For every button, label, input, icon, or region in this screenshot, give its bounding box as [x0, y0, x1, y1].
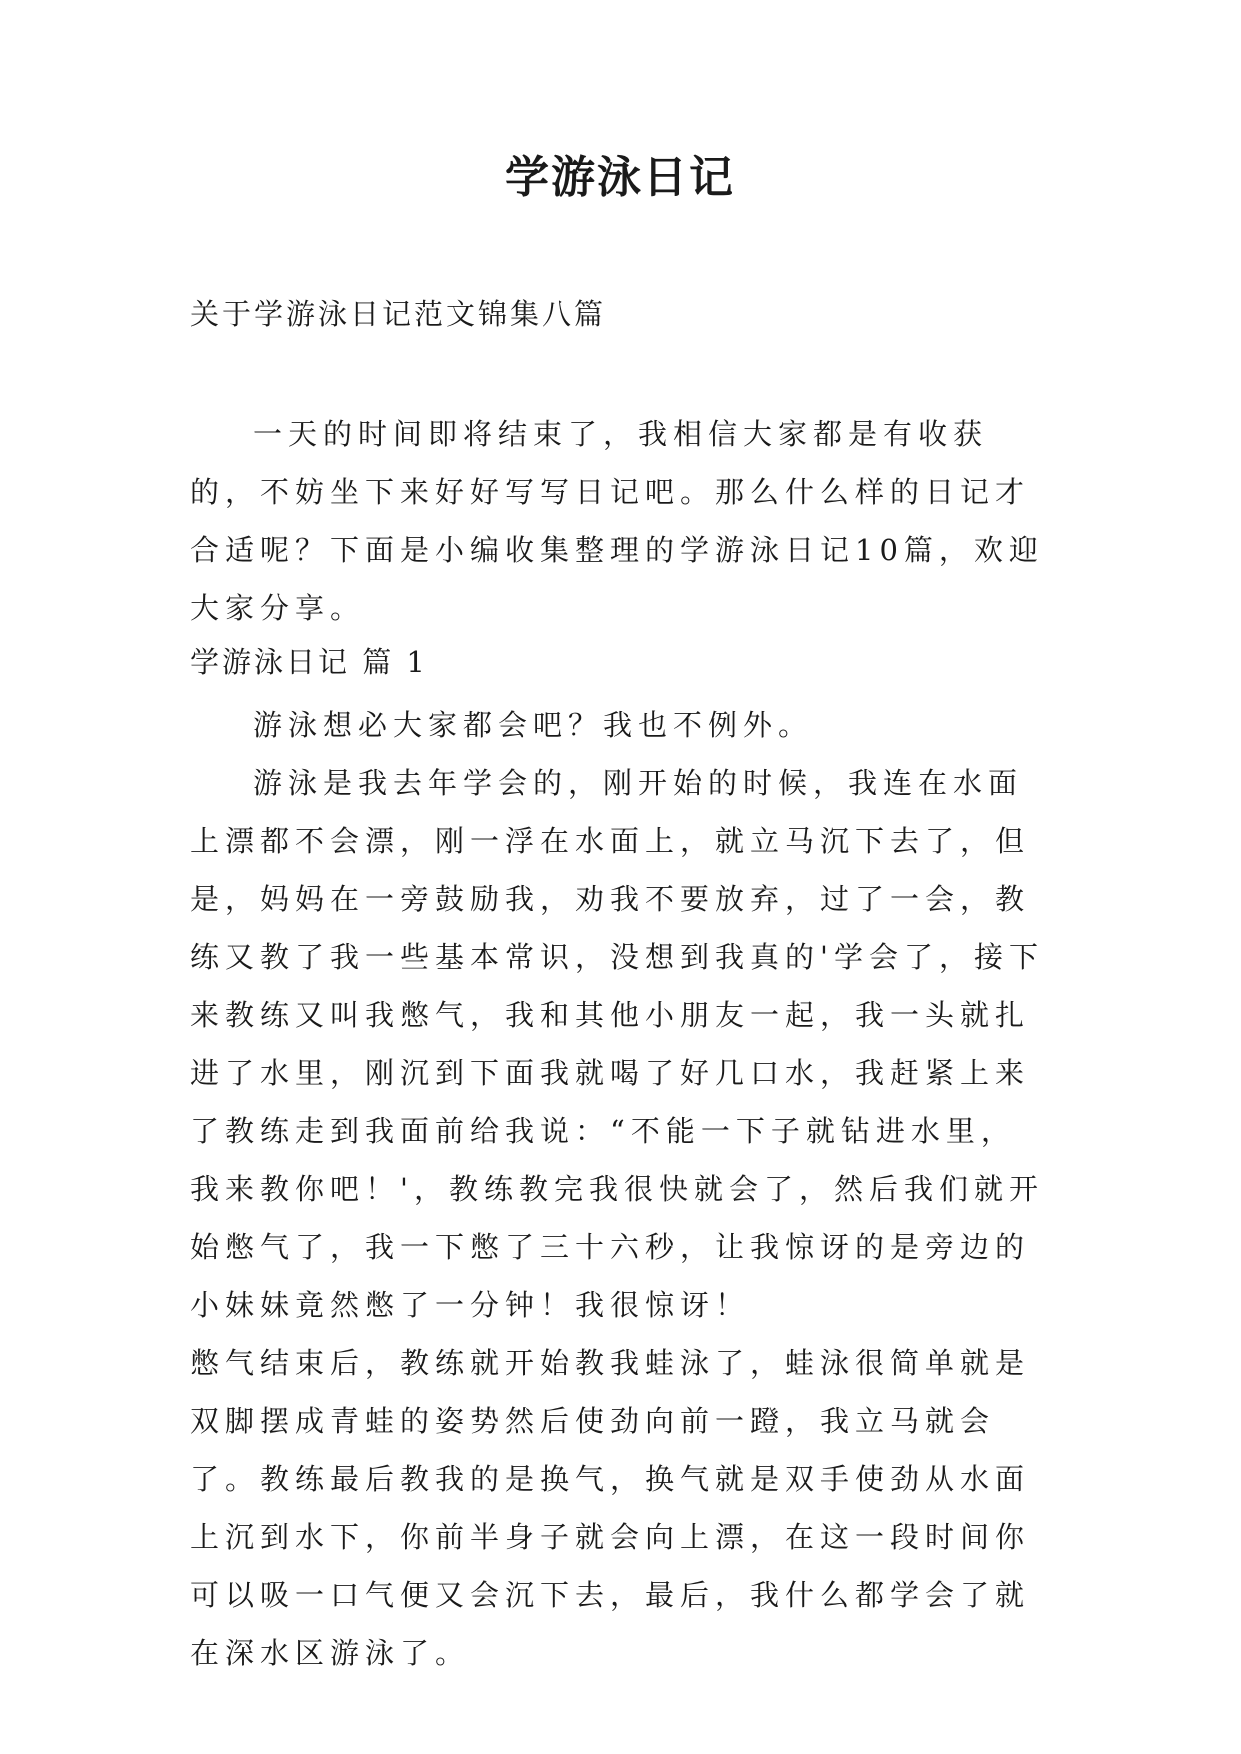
- body-paragraph: 憋气结束后，教练就开始教我蛙泳了，蛙泳很简单就是双脚摆成青蛙的姿势然后使劲向前一蹬，我立马就会了。教练最后教我的是换气，换气就是双手使劲从水面上沉到水下，你前半身子就会向上漂，在这一段时间你可以吸一口气便又会沉下去，最后，我什么都学会了就在深水区游泳了。: [190, 1346, 1031, 1670]
- document-subtitle: 关于学游泳日记范文锦集八篇: [190, 297, 607, 331]
- diary-body: [190, 696, 1050, 1682]
- document-title: 学游泳日记: [505, 152, 735, 203]
- intro-paragraph: 一天的时间即将结束了，我相信大家都是有收获的，不妨坐下来好好写写日记吧。那么什么样的日记才合适呢？下面是小编收集整理的学游泳日记10篇，欢迎大家分享。: [190, 417, 1044, 625]
- section-heading: 学游泳日记 篇 1: [190, 645, 428, 679]
- body-paragraph: 游泳是我去年学会的，刚开始的时候，我连在水面上漂都不会漂，刚一浮在水面上，就立马沉下去了，但是，妈妈在一旁鼓励我，劝我不要放弃，过了一会，教练又教了我一些基本常识，没想到我真的'学会了，接下来教练又叫我憋气，我和其他小朋友一起，我一头就扎进了水里，刚沉到下面我就喝了好几口水，我赶紧上来了教练走到我面前给我说：“不能一下子就钻进水里，我来教你吧！'，教练教完我很快就会了，然后我们就开始憋气了，我一下憋了三十六秒，让我惊讶的是旁边的小妹妹竟然憋了一分钟！我很惊讶！: [190, 766, 1044, 1322]
- body-paragraph: 游泳想必大家都会吧？我也不例外。: [253, 708, 814, 742]
